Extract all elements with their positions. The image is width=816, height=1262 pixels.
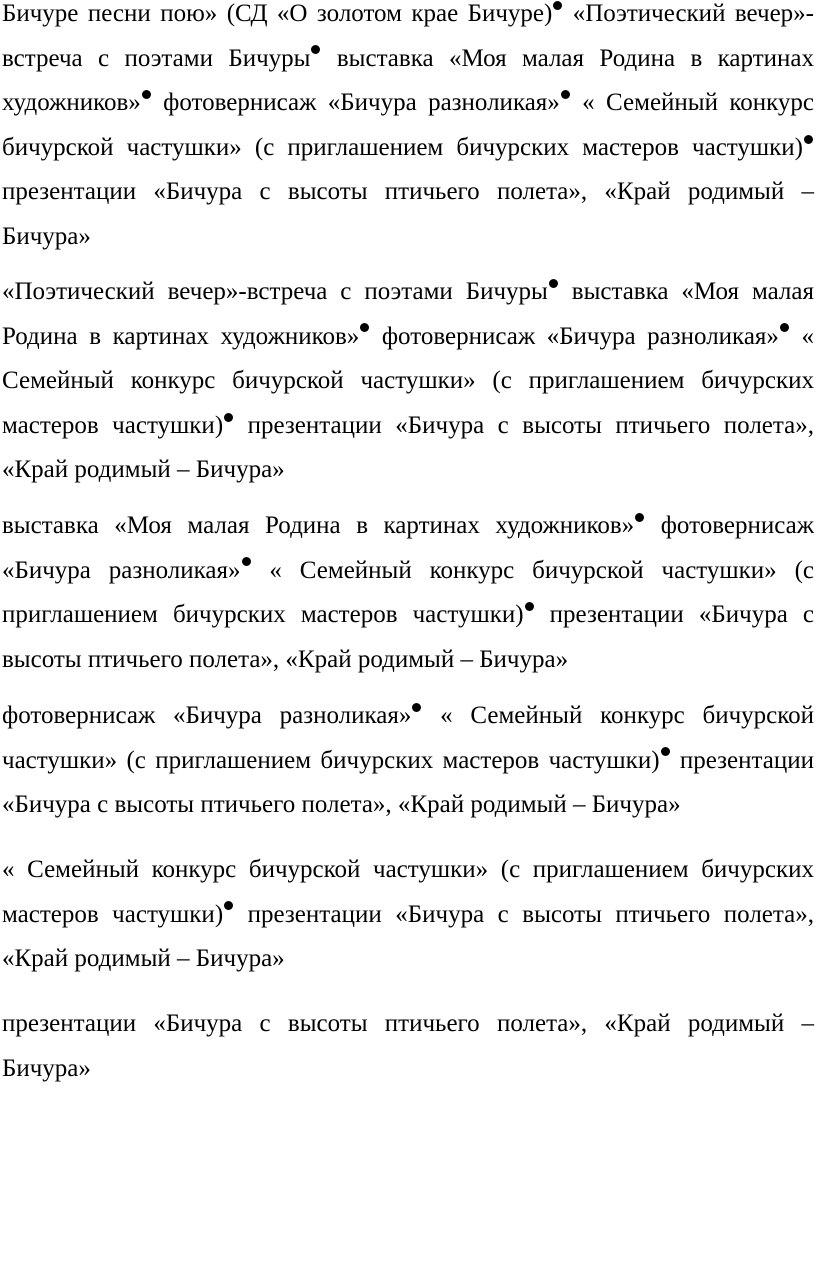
paragraph-2-segment-3: фотовернисаж «Бичура разноликая» <box>370 322 779 350</box>
paragraph-4-segment-1: фотовернисаж «Бичура разноликая» <box>2 702 412 729</box>
paragraph-2-segment-5: презентации «Бичура с высоты птичьего полета», «Край родимый – Бичура» <box>2 411 814 484</box>
paragraph-3-segment-1: выставка «Моя малая Родина в картинах художников» <box>2 512 635 539</box>
paragraph-2-segment-4: « Семейный конкурс бичурской частушки» (с приглашением бичурских мастеров частушки) <box>2 322 815 439</box>
paragraph-1-segment-4: фотовернисаж «Бичура разноликая» <box>151 89 560 117</box>
paragraph-4-segment-2: « Семейный конкурс бичурской частушки» (с приглашением бичурских мастеров частушки) <box>2 702 815 774</box>
paragraph-5 <box>2 848 814 982</box>
paragraph-4 <box>2 694 814 828</box>
paragraph-6-segment-1: презентации «Бичура с высоты птичьего полета», «Край родимый – Бичура» <box>2 1010 814 1082</box>
bullet-dot-icon <box>661 747 670 756</box>
paragraph-3-segment-4: презентации «Бичура с высоты птичьего полета», «Край родимый – Бичура» <box>2 601 814 673</box>
paragraph-2 <box>2 270 814 493</box>
bullet-dot-icon <box>311 45 320 54</box>
paragraph-2-segment-1: «Поэтический вечер»-встреча с поэтами Бичуры <box>2 278 548 305</box>
bullet-dot-icon <box>224 413 233 422</box>
paragraph-1 <box>2 0 814 260</box>
bullet-dot-icon <box>412 703 421 712</box>
paragraph-1-segment-3: выставка «Моя малая Родина в картинах художников» <box>2 44 814 117</box>
paragraph-3 <box>2 504 814 682</box>
paragraph-1-segment-2: «Поэтический вечер»-встреча с поэтами Бичуры <box>2 0 814 72</box>
paragraph-2-segment-2: выставка «Моя малая Родина в картинах художников» <box>2 278 814 350</box>
bullet-dot-icon <box>142 90 151 99</box>
paragraph-3-segment-3: « Семейный конкурс бичурской частушки» (с приглашением бичурских мастеров частушки) <box>2 556 814 629</box>
bullet-dot-icon <box>553 1 562 10</box>
bullet-dot-icon <box>780 323 789 332</box>
bullet-dot-icon <box>360 323 369 332</box>
bullet-dot-icon <box>549 279 558 288</box>
paragraph-5-segment-2: презентации «Бичура с высоты птичьего полета», «Край родимый – Бичура» <box>2 900 814 973</box>
paragraph-6 <box>2 1002 814 1091</box>
paragraph-1-segment-1: Бичуре песни пою» (СД «О золотом крае Бичуре) <box>2 0 553 27</box>
paragraph-1-segment-5: « Семейный конкурс бичурской частушки» (с приглашением бичурских мастеров частушки) <box>2 89 814 161</box>
paragraph-3-segment-2: фотовернисаж «Бичура разноликая» <box>2 512 814 584</box>
bullet-dot-icon <box>242 557 251 566</box>
bullet-dot-icon <box>561 90 570 99</box>
bullet-dot-icon <box>525 602 534 611</box>
paragraph-4-segment-3: презентации «Бичура с высоты птичьего полета», «Край родимый – Бичура» <box>2 746 814 819</box>
bullet-dot-icon <box>224 901 233 910</box>
bullet-dot-icon <box>635 513 644 522</box>
bullet-dot-icon <box>804 135 813 144</box>
paragraph-1-segment-6: презентации «Бичура с высоты птичьего полета», «Край родимый – Бичура» <box>2 178 814 250</box>
paragraph-5-segment-1: « Семейный конкурс бичурской частушки» (с приглашением бичурских мастеров частушки) <box>2 856 814 928</box>
